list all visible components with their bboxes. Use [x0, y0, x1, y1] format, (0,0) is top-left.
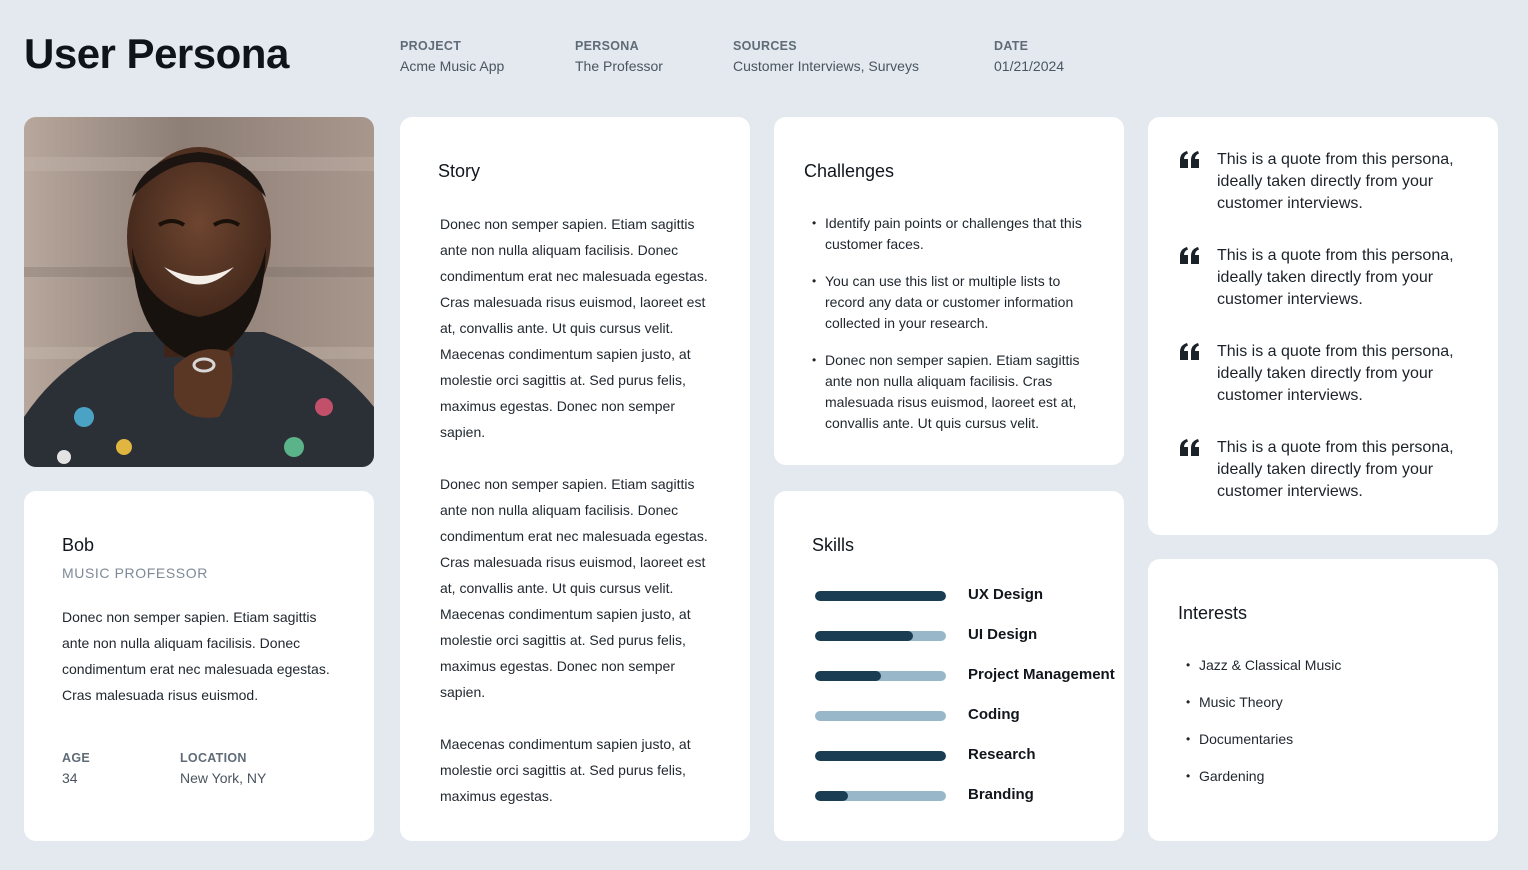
meta-persona	[575, 39, 663, 74]
persona-photo	[24, 117, 374, 467]
list-item: • Jazz & Classical Music	[1178, 647, 1468, 684]
skill-label: Research	[968, 746, 1036, 763]
page-title: User Persona	[24, 30, 289, 77]
meta-label: SOURCES	[733, 39, 797, 53]
skill-label: Branding	[968, 786, 1034, 803]
skill-bar-fill	[815, 791, 848, 801]
location-label: LOCATION	[180, 751, 247, 765]
interests-list	[1178, 647, 1468, 795]
skill-label: Project Management	[968, 666, 1115, 683]
skill-row	[815, 786, 1115, 806]
location-field	[180, 751, 266, 786]
skill-row	[815, 626, 1115, 646]
challenges-list	[804, 213, 1094, 434]
persona-name: Bob	[62, 535, 95, 555]
meta-value: Customer Interviews, Surveys	[733, 58, 919, 74]
quote-icon	[1180, 149, 1217, 215]
meta-value: 01/21/2024	[994, 58, 1065, 74]
skill-row	[815, 746, 1115, 766]
quote-icon	[1180, 341, 1217, 407]
skill-label: UX Design	[968, 586, 1044, 603]
challenges-title: Challenges	[804, 161, 895, 181]
meta-label: DATE	[994, 39, 1029, 53]
age-field	[62, 751, 90, 786]
list-item: • Documentaries	[1178, 721, 1468, 758]
quote-item	[1180, 149, 1490, 215]
story-paragraph: Donec non semper sapien. Etiam sagittis ante non nulla aliquam facilisis. Donec condimentum erat nec malesuada egestas. Cras malesuada risus euismod, laoreet est at, convallis ante. Ut quis cursus velit. Maecenas condimentum sapien justo, at molestie orci sagittis at. Sed purus felis, maximus egestas. Donec non semper sapien.	[440, 216, 708, 440]
skill-bar-fill	[815, 751, 946, 761]
age-value: 34	[62, 770, 78, 786]
story-paragraph: Donec non semper sapien. Etiam sagittis ante non nulla aliquam facilisis. Donec condimentum erat nec malesuada egestas. Cras malesuada risus euismod, laoreet est at, convallis ante. Ut quis cursus velit. Maecenas condimentum sapien justo, at molestie orci sagittis at. Sed purus felis, maximus egestas. Donec non semper sapien.	[440, 476, 708, 700]
quote-text: This is a quote from this persona, ideally taken directly from your customer interviews.	[1217, 151, 1454, 212]
skill-bar-track	[815, 591, 946, 601]
persona-portrait-image	[24, 117, 374, 467]
quote-item	[1180, 341, 1490, 407]
story-title: Story	[438, 161, 481, 181]
skills-card	[774, 491, 1124, 841]
skill-bar-fill	[815, 671, 881, 681]
skill-bar-track	[815, 751, 946, 761]
skills-title: Skills	[812, 535, 855, 555]
profile-card	[24, 491, 374, 841]
skill-bar-fill	[815, 631, 913, 641]
age-label: AGE	[62, 751, 90, 765]
list-item: • You can use this list or multiple lists to record any data or customer information collected in your research.	[804, 271, 1094, 334]
interests-title: Interests	[1178, 603, 1248, 623]
persona-role: MUSIC PROFESSOR	[62, 565, 208, 581]
quote-icon	[1180, 245, 1217, 311]
skill-bar-fill	[815, 591, 946, 601]
skill-row	[815, 586, 1115, 606]
quotes-card	[1148, 117, 1498, 535]
skill-bar-track	[815, 711, 946, 721]
challenges-card	[774, 117, 1124, 465]
quote-text: This is a quote from this persona, ideally taken directly from your customer interviews.	[1217, 343, 1454, 404]
list-item: • Identify pain points or challenges that this customer faces.	[804, 213, 1094, 255]
interests-card	[1148, 559, 1498, 841]
meta-value: The Professor	[575, 58, 663, 74]
quote-item	[1180, 245, 1490, 311]
story-paragraph: Maecenas condimentum sapien justo, at molestie orci sagittis at. Sed purus felis, maximus egestas.	[440, 736, 691, 804]
skill-row	[815, 706, 1115, 726]
meta-label: PROJECT	[400, 39, 462, 53]
skill-bar-track	[815, 631, 946, 641]
skill-bar-track	[815, 791, 946, 801]
story-card	[400, 117, 750, 841]
persona-bio: Donec non semper sapien. Etiam sagittis ante non nulla aliquam facilisis. Donec condimentum erat nec malesuada egestas. Cras malesuada risus euismod.	[62, 609, 330, 703]
meta-value: Acme Music App	[400, 58, 505, 74]
list-item: • Donec non semper sapien. Etiam sagittis ante non nulla aliquam facilisis. Cras malesuada risus euismod, laoreet est at, convallis ante. Ut quis cursus velit.	[804, 350, 1094, 434]
quote-item	[1180, 437, 1490, 503]
quote-text: This is a quote from this persona, ideally taken directly from your customer interviews.	[1217, 439, 1454, 500]
quote-icon	[1180, 437, 1217, 503]
meta-label: PERSONA	[575, 39, 639, 53]
skill-row	[815, 666, 1115, 686]
meta-date	[994, 39, 1064, 74]
meta-project	[400, 39, 504, 74]
skill-label: Coding	[968, 706, 1020, 723]
meta-sources	[733, 39, 919, 74]
location-value: New York, NY	[180, 770, 267, 786]
quote-text: This is a quote from this persona, ideally taken directly from your customer interviews.	[1217, 247, 1454, 308]
skill-bar-track	[815, 671, 946, 681]
list-item: • Gardening	[1178, 758, 1468, 795]
skill-label: UI Design	[968, 626, 1038, 643]
list-item: • Music Theory	[1178, 684, 1468, 721]
